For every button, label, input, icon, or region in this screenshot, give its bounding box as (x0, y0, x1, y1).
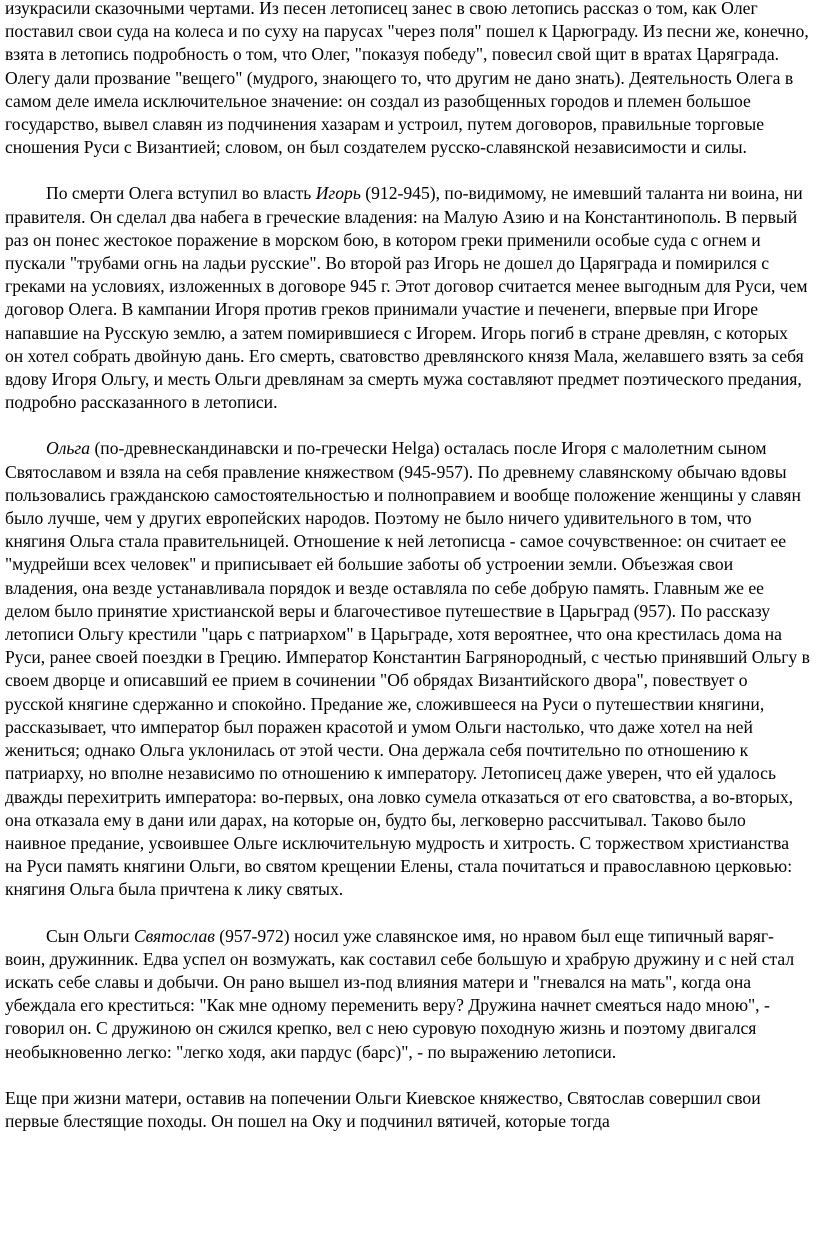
paragraph-lead-name: Святослав (133, 925, 215, 946)
paragraph-olga (5, 437, 810, 901)
paragraph-text: (по-древнескандинавски и по-гречески Helga) осталась после Игоря с малолетним сыном Святославом и взяла на себя правление княжеством (945-957). По древнему славянскому обычаю вдовы пользовались гражданскою самостоятельностью и полноправием и вообще положение женщины у славян было лучше, чем у других европейских народов. Поэтому не было ничего удивительного в том, что княгиня Ольга стала правительницей. Отношение к ней летописца - самое сочувственное: он считает ее "мудрейши всех человек" и приписывает ей большие заботы об устроении земли. Объезжая свои владения, она везде устанавливала порядок и везде оставляла по себе добрую память. Главным же ее делом было принятие христианской веры и благочестивое путешествие в Царьград (957). По рассказу летописи Ольгу крестили "царь с патриархом" в Царьграде, хотя вероятнее, что она крестилась дома на Руси, ранее своей поездки в Грецию. Император Константин Багрянородный, с честью принявший Ольгу в своем дворце и описавший ее прием в сочинении "Об обрядах Византийского двора", повествует о русской княгине сдержанно и спокойно. Предание же, сложившееся на Руси о путешествии княгини, рассказывает, что император был поражен красотой и умом Ольги настолько, что даже хотел на ней жениться; однако Ольга уклонилась от этой чести. Она держала себя почтительно по отношению к патриарху, но вполне независимо по отношению к императору. Летописец даже уверен, что ей удалось дважды перехитрить императора: во-первых, она ловко сумела отказаться от его сватовства, а во-вторых, она отказала ему в дани или дарах, на которые он, будто бы, легковерно рассчитывал. Таково было наивное предание, усвоившее Ольге исключительную мудрость и хитрость. С торжеством христианства на Руси память княгини Ольги, во святом крещении Елены, стала почитаться и православною церковью: княгиня Ольга была причтена к лику святых. (5, 438, 810, 900)
paragraph-text: (957-972) носил уже славянское имя, но нравом был еще типичный варяг-воин, дружинник. Едва успел он возмужать, как составил себе большую и храбрую дружину и с ней стал искать себе славы и добычи. Он рано вышел из-под влияния матери и "гневался на мать", когда она убеждала его креститься: "Как мне одному переменить веру? Дружина начнет смеяться надо мною", - говорил он. С дружиною он сжился крепко, вел с нею суровую походную жизнь и поэтому двигался необыкновенно легко: "легко ходя, аки пардус (барс)", - по выражению летописи. (5, 925, 795, 1062)
paragraph-text: изукрасили сказочными чертами. Из песен летописец занес в свою летопись рассказ о том, как Олег поставил свои суда на колеса и по суху на парусах "через поля" пошел к Царюграду. Из песни же, конечно, взята в летопись подробность о том, что Олег, "показуя победу", повесил свой щит в вратах Царяграда. Олегу дали прозвание "вещего" (мудрого, знающего то, что другим не дано знать). Деятельность Олега в самом деле имела исключительное значение: он создал из разобщенных городов и племен большое государство, вывел славян из подчинения хазарам и устроил, путем договоров, правильные торговые сношения Руси с Византией; словом, он был создателем русско-славянской независимости и силы. (5, 0, 809, 158)
paragraph-text: (912-945), по-видимому, не имевший таланта ни воина, ни правителя. Он сделал два набега в греческие владения: на Малую Азию и на Константинополь. В первый раз он понес жестокое поражение в морском бою, в котором греки применили особые суда с огнем и пускали "трубами огнь на ладьи русские". Во второй раз Игорь не дошел до Царяграда и помирился с греками на условиях, изложенных в договоре 945 г. Этот договор считается менее выгодным для Руси, чем договор Олега. В кампании Игоря против греков принимали участие и печенеги, впервые при Игоре напавшие на Русскую землю, а затем помирившиеся с Игорем. Игорь погиб в стране древлян, с которых он хотел собрать двойную дань. Его смерть, сватовство древлянского князя Мала, желавшего взять за себя вдову Игоря Ольгу, и месть Ольги древлянам за смерть мужа составляют предмет поэтического предания, подробно рассказанного в летописи. (5, 183, 808, 413)
paragraph-svyatoslav (5, 925, 810, 1064)
paragraph-prefix: По смерти Олега вступил во власть (46, 183, 316, 204)
paragraph-prefix: Сын Ольги (46, 925, 134, 946)
paragraph-campaigns (5, 1087, 810, 1133)
paragraph-lead-name: Игорь (315, 183, 361, 204)
paragraph-igor (5, 182, 810, 414)
paragraph-oleg-continued (5, 0, 810, 159)
paragraph-text: Еще при жизни матери, оставив на попечении Ольги Киевское княжество, Святослав совершил свои первые блестящие походы. Он пошел на Оку и подчинил вятичей, которые тогда (5, 1087, 761, 1131)
paragraph-lead-name: Ольга (46, 438, 91, 459)
